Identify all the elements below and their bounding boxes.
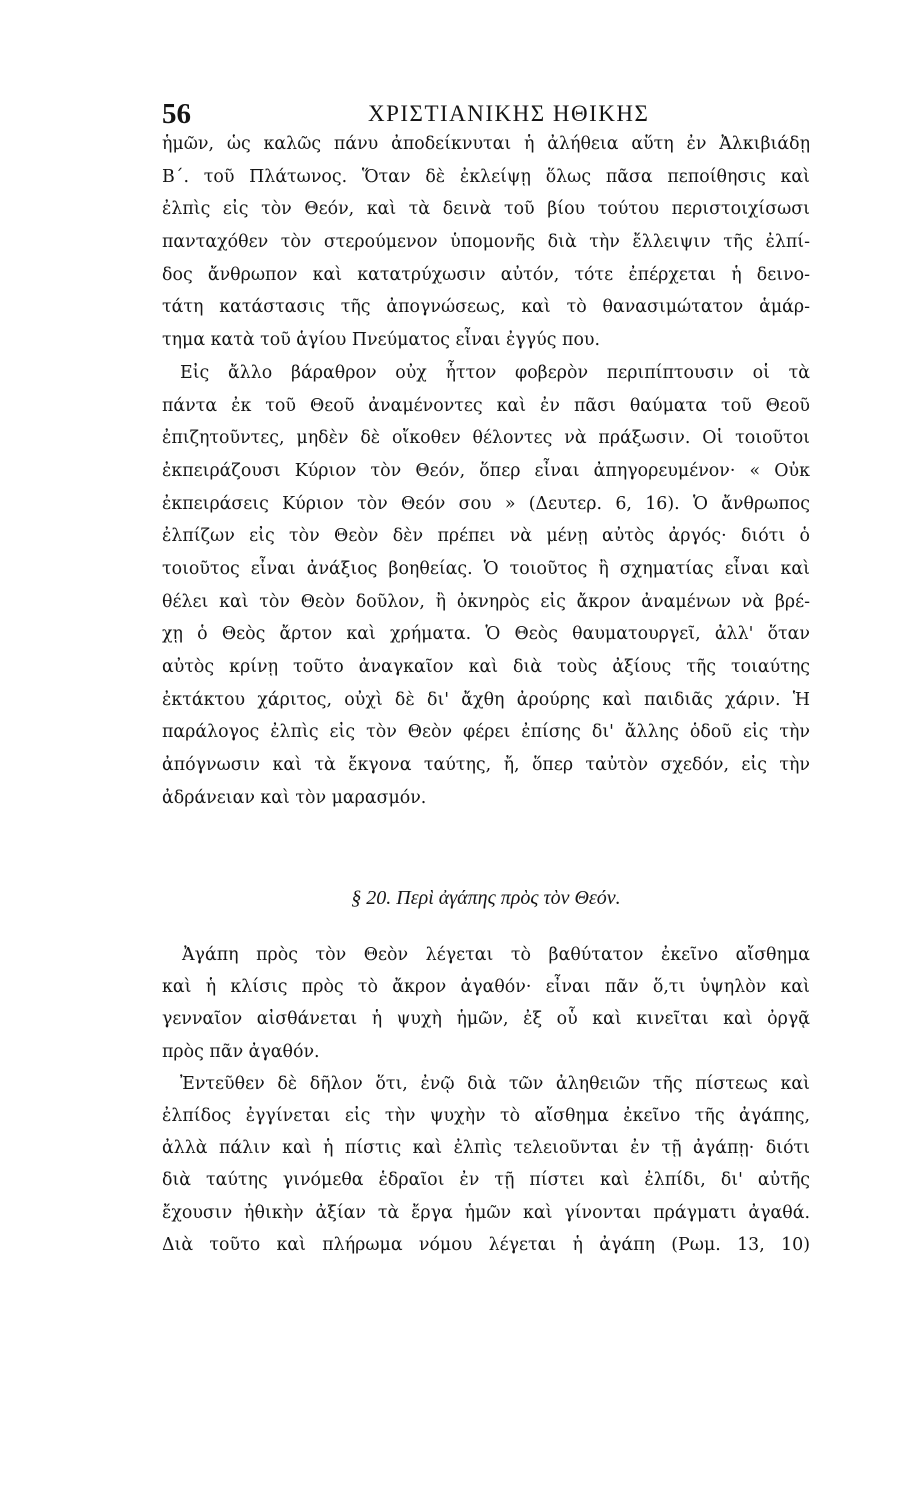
text-line: ἡμῶν, ὡς καλῶς πάνυ ἀποδείκνυται ἡ ἀλήθεια αὕτη ἐν Ἀλκιβιάδῃ (162, 134, 810, 154)
text-line: χῃ ὁ Θεὸς ἄρτον καὶ χρήματα. Ὁ Θεὸς θαυματουργεῖ, ἀλλ' ὅταν (162, 624, 810, 645)
text-line: ἐλπὶς εἰς τὸν Θεόν, καὶ τὰ δεινὰ τοῦ βίου τούτου περιστοιχίσωσι (162, 199, 810, 220)
text-line: Β΄. τοῦ Πλάτωνος. Ὅταν δὲ ἐκλείψῃ ὅλως πᾶσα πεποίθησις καὶ (162, 166, 810, 187)
text-line: ἀδράνειαν καὶ τὸν μαρασμόν. (162, 787, 427, 808)
text-line: ἐκτάκτου χάριτος, οὐχὶ δὲ δι' ἄχθη ἀρούρης καὶ παιδιᾶς χάριν. Ἡ (162, 689, 810, 710)
text-line: δος ἄνθρωπον καὶ κατατρύχωσιν αὐτόν, τότε ἐπέρχεται ἡ δεινο- (162, 264, 810, 285)
text-line: ἐλπίζων εἰς τὸν Θεὸν δὲν πρέπει νὰ μένῃ αὐτὸς ἀργός· διότι ὁ (162, 526, 810, 547)
text-line: τημα κατὰ τοῦ ἁγίου Πνεύματος εἶναι ἐγγύς που. (162, 330, 601, 351)
text-line: γενναῖον αἰσθάνεται ἡ ψυχὴ ἡμῶν, ἐξ οὗ καὶ κινεῖται καὶ ὀργᾷ (162, 1009, 810, 1030)
text-line: ἀπόγνωσιν καὶ τὰ ἔκγονα ταύτης, ἤ, ὅπερ ταὐτὸν σχεδόν, εἰς τὴν (162, 755, 810, 776)
running-title: ΧΡΙΣΤΙΑΝΙΚΗΣ ΗΘΙΚΗΣ (368, 101, 650, 126)
text-line: ἐπιζητοῦντες, μηδὲν δὲ οἴκοθεν θέλοντες νὰ πράξωσιν. Οἱ τοιοῦτοι (162, 428, 810, 449)
text-line: Ἐντεῦθεν δὲ δῆλον ὅτι, ἐνῷ διὰ τῶν ἀληθειῶν τῆς πίστεως καὶ (180, 1073, 810, 1094)
text-line: καὶ ἡ κλίσις πρὸς τὸ ἄκρον ἀγαθόν· εἶναι πᾶν ὅ,τι ὑψηλὸν καὶ (162, 977, 810, 998)
text-line: διὰ ταύτης γινόμεθα ἑδραῖοι ἐν τῇ πίστει καὶ ἐλπίδι, δι' αὐτῆς (162, 1170, 810, 1191)
body-text-upper (162, 128, 810, 814)
section-heading: § 20. Περὶ ἀγάπης πρὸς τὸν Θεόν. (351, 887, 621, 909)
body-text-lower (162, 939, 810, 1261)
text-line: πανταχόθεν τὸν στερούμενον ὑπομονῆς διὰ τὴν ἔλλειψιν τῆς ἐλπί- (162, 232, 810, 253)
text-line: τοιοῦτος εἶναι ἀνάξιος βοηθείας. Ὁ τοιοῦτος ἢ σχηματίας εἶναι καὶ (162, 558, 810, 579)
text-line: ἔχουσιν ἠθικὴν ἀξίαν τὰ ἔργα ἡμῶν καὶ γίνονται πράγματι ἀγαθά. (162, 1202, 810, 1223)
text-line: Εἰς ἄλλο βάραθρον οὐχ ἧττον φοβερὸν περιπίπτουσιν οἱ τὰ (180, 362, 810, 383)
text-line: Ἀγάπη πρὸς τὸν Θεὸν λέγεται τὸ βαθύτατον ἐκεῖνο αἴσθημα (182, 945, 810, 965)
page-number: 56 (162, 98, 191, 130)
text-line: θέλει καὶ τὸν Θεὸν δοῦλον, ἢ ὀκνηρὸς εἰς ἄκρον ἀναμένων νὰ βρέ- (162, 591, 810, 612)
page-header (162, 96, 810, 132)
text-line: αὐτὸς κρίνῃ τοῦτο ἀναγκαῖον καὶ διὰ τοὺς ἀξίους τῆς τοιαύτης (162, 657, 810, 677)
text-line: ἐκπειράσεις Κύριον τὸν Θεόν σου » (Δευτερ. 6, 16). Ὁ ἄνθρωπος (162, 493, 810, 514)
text-line: παράλογος ἐλπὶς εἰς τὸν Θεὸν φέρει ἐπίσης δι' ἄλλης ὁδοῦ εἰς τὴν (162, 722, 810, 743)
text-line: πάντα ἐκ τοῦ Θεοῦ ἀναμένοντες καὶ ἐν πᾶσι θαύματα τοῦ Θεοῦ (162, 395, 810, 416)
text-line: ἀλλὰ πάλιν καὶ ἡ πίστις καὶ ἐλπὶς τελειοῦνται ἐν τῇ ἀγάπῃ· διότι (162, 1138, 810, 1159)
text-line: ἐλπίδος ἐγγίνεται εἰς τὴν ψυχὴν τὸ αἴσθημα ἐκεῖνο τῆς ἀγάπης, (162, 1105, 810, 1126)
text-line: πρὸς πᾶν ἀγαθόν. (162, 1041, 320, 1062)
text-line: ἐκπειράζουσι Κύριον τὸν Θεόν, ὅπερ εἶναι ἀπηγορευμένον· « Οὐκ (162, 460, 810, 481)
text-line: τάτη κατάστασις τῆς ἀπογνώσεως, καὶ τὸ θανασιμώτατον ἁμάρ- (162, 297, 810, 318)
text-line: Διὰ τοῦτο καὶ πλήρωμα νόμου λέγεται ἡ ἀγάπη (Ρωμ. 13, 10) (162, 1234, 810, 1255)
